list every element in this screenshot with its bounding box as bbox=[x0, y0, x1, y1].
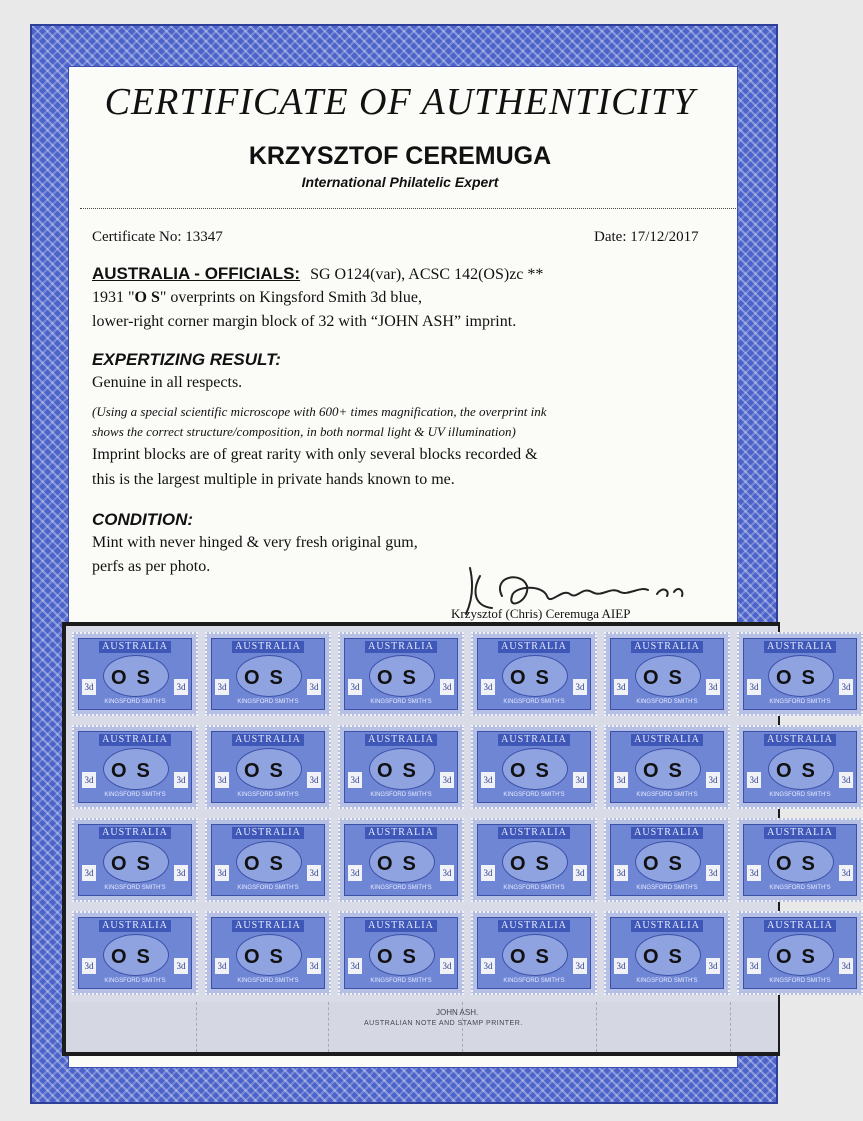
stamp-frame bbox=[610, 731, 724, 803]
stamp-banner: AUSTRALIA bbox=[764, 827, 836, 839]
perf-line bbox=[196, 1002, 198, 1052]
stamp-caption: KINGSFORD SMITH'S bbox=[769, 699, 831, 705]
stamp-frame bbox=[477, 917, 591, 989]
stamp-overprint: OS bbox=[643, 946, 692, 968]
certificate-date: Date: 17/12/2017 bbox=[594, 229, 699, 245]
stamp-value: 3d bbox=[82, 679, 96, 695]
stamp-banner: AUSTRALIA bbox=[99, 827, 171, 839]
stamp-value: 3d bbox=[747, 772, 761, 788]
stamp-frame bbox=[743, 731, 857, 803]
imprint-name: JOHN ASH. bbox=[436, 1008, 479, 1017]
stamp-banner: AUSTRALIA bbox=[365, 641, 437, 653]
stamp-value: 3d bbox=[839, 865, 853, 881]
stamp bbox=[338, 632, 464, 716]
stamp-value: 3d bbox=[440, 958, 454, 974]
stamp-caption: KINGSFORD SMITH'S bbox=[503, 792, 565, 798]
stamp-caption: KINGSFORD SMITH'S bbox=[769, 792, 831, 798]
stamp bbox=[604, 725, 730, 809]
stamp bbox=[205, 818, 331, 902]
stamp-banner: AUSTRALIA bbox=[99, 641, 171, 653]
stamp-value: 3d bbox=[706, 772, 720, 788]
result-note-2: shows the correct structure/composition, in both normal light & UV illumination) bbox=[92, 424, 516, 439]
stamp bbox=[471, 632, 597, 716]
stamp-overprint: OS bbox=[510, 760, 559, 782]
stamp-banner: AUSTRALIA bbox=[631, 734, 703, 746]
stamp-value: 3d bbox=[307, 679, 321, 695]
stamp-overprint: OS bbox=[111, 853, 160, 875]
imprint-subtitle: AUSTRALIAN NOTE AND STAMP PRINTER. bbox=[364, 1020, 523, 1027]
item-description: " overprints on Kingsford Smith 3d blue, bbox=[159, 289, 422, 306]
stamp-value: 3d bbox=[348, 958, 362, 974]
stamp-overprint: OS bbox=[244, 946, 293, 968]
stamp-value: 3d bbox=[706, 958, 720, 974]
certificate-number: Certificate No: 13347 bbox=[92, 229, 223, 245]
perf-line bbox=[730, 1002, 732, 1052]
perf-line bbox=[328, 1002, 330, 1052]
stamp-caption: KINGSFORD SMITH'S bbox=[769, 978, 831, 984]
stamp-frame bbox=[344, 638, 458, 710]
stamp-banner: AUSTRALIA bbox=[232, 641, 304, 653]
stamp-value: 3d bbox=[573, 958, 587, 974]
stamp-value: 3d bbox=[573, 865, 587, 881]
stamp-overprint: OS bbox=[111, 946, 160, 968]
stamp-overprint: OS bbox=[377, 946, 426, 968]
stamp-overprint: OS bbox=[510, 853, 559, 875]
stamp-value: 3d bbox=[481, 679, 495, 695]
stamp bbox=[604, 818, 730, 902]
stamp-value: 3d bbox=[174, 865, 188, 881]
stamp bbox=[737, 818, 863, 902]
stamp bbox=[471, 818, 597, 902]
expert-role: International Philatelic Expert bbox=[301, 174, 499, 190]
stamp-value: 3d bbox=[839, 958, 853, 974]
stamp bbox=[72, 725, 198, 809]
stamp bbox=[338, 911, 464, 995]
stamp-value: 3d bbox=[481, 772, 495, 788]
stamp-value: 3d bbox=[614, 679, 628, 695]
stamp-overprint: OS bbox=[244, 667, 293, 689]
stamp-frame bbox=[743, 638, 857, 710]
stamp-frame bbox=[610, 824, 724, 896]
stamp-block-photo bbox=[62, 622, 851, 1056]
stamp bbox=[737, 632, 863, 716]
stamp-banner: AUSTRALIA bbox=[232, 920, 304, 932]
condition-heading: CONDITION: bbox=[92, 510, 194, 529]
stamp bbox=[72, 632, 198, 716]
result-verdict: Genuine in all respects. bbox=[92, 374, 243, 391]
stamp-frame bbox=[78, 917, 192, 989]
stamp-frame bbox=[477, 731, 591, 803]
stamp-value: 3d bbox=[481, 958, 495, 974]
stamp-overprint: OS bbox=[377, 667, 426, 689]
stamp bbox=[604, 632, 730, 716]
stamp-value: 3d bbox=[174, 772, 188, 788]
stamp-value: 3d bbox=[215, 865, 229, 881]
stamp-caption: KINGSFORD SMITH'S bbox=[503, 978, 565, 984]
stamp-caption: KINGSFORD SMITH'S bbox=[370, 699, 432, 705]
stamp-value: 3d bbox=[82, 772, 96, 788]
stamp bbox=[471, 911, 597, 995]
stamp bbox=[205, 725, 331, 809]
stamp-value: 3d bbox=[614, 772, 628, 788]
stamp-value: 3d bbox=[747, 958, 761, 974]
stamp-caption: KINGSFORD SMITH'S bbox=[237, 978, 299, 984]
item-overprint: O S bbox=[134, 289, 160, 306]
stamp bbox=[338, 818, 464, 902]
stamp-caption: KINGSFORD SMITH'S bbox=[636, 978, 698, 984]
stamp-banner: AUSTRALIA bbox=[764, 734, 836, 746]
stamp-caption: KINGSFORD SMITH'S bbox=[104, 699, 166, 705]
stamp-value: 3d bbox=[839, 679, 853, 695]
stamp-caption: KINGSFORD SMITH'S bbox=[370, 792, 432, 798]
stamp-value: 3d bbox=[348, 772, 362, 788]
stamp-value: 3d bbox=[307, 772, 321, 788]
stamp-frame bbox=[78, 824, 192, 896]
stamp-caption: KINGSFORD SMITH'S bbox=[636, 885, 698, 891]
expert-name: KRZYSZTOF CEREMUGA bbox=[248, 142, 552, 170]
stamp-overprint: OS bbox=[111, 667, 160, 689]
stamp-value: 3d bbox=[215, 679, 229, 695]
stamp-banner: AUSTRALIA bbox=[498, 641, 570, 653]
rarity-line-2: this is the largest multiple in private hands known to me. bbox=[92, 471, 455, 488]
stamp-banner: AUSTRALIA bbox=[365, 827, 437, 839]
stamp-value: 3d bbox=[706, 865, 720, 881]
divider bbox=[80, 208, 736, 209]
condition-line-1: Mint with never hinged & very fresh original gum, bbox=[92, 534, 418, 551]
stamp-caption: KINGSFORD SMITH'S bbox=[104, 885, 166, 891]
stamp-banner: AUSTRALIA bbox=[365, 734, 437, 746]
stamp-value: 3d bbox=[440, 679, 454, 695]
imprint-margin bbox=[66, 1002, 778, 1052]
stamp-frame bbox=[78, 731, 192, 803]
stamp-value: 3d bbox=[440, 865, 454, 881]
item-country: AUSTRALIA - OFFICIALS: bbox=[92, 264, 301, 283]
stamp-banner: AUSTRALIA bbox=[498, 734, 570, 746]
stamp bbox=[205, 911, 331, 995]
stamp-value: 3d bbox=[215, 772, 229, 788]
stamp-value: 3d bbox=[839, 772, 853, 788]
stamp bbox=[338, 725, 464, 809]
item-line-1 bbox=[92, 264, 543, 284]
stamp-frame bbox=[78, 638, 192, 710]
stamp-value: 3d bbox=[307, 865, 321, 881]
stamp-value: 3d bbox=[573, 679, 587, 695]
stamp-caption: KINGSFORD SMITH'S bbox=[503, 699, 565, 705]
stamp-frame bbox=[344, 824, 458, 896]
stamp-banner: AUSTRALIA bbox=[498, 920, 570, 932]
stamp-value: 3d bbox=[174, 958, 188, 974]
stamp-overprint: OS bbox=[776, 667, 825, 689]
item-year: 1931 " bbox=[92, 289, 135, 306]
stamp-caption: KINGSFORD SMITH'S bbox=[104, 792, 166, 798]
stamp bbox=[205, 632, 331, 716]
stamp-overprint: OS bbox=[244, 853, 293, 875]
stamp-banner: AUSTRALIA bbox=[232, 734, 304, 746]
stamp-caption: KINGSFORD SMITH'S bbox=[237, 792, 299, 798]
certificate-title: CERTIFICATE OF AUTHENTICITY bbox=[104, 81, 696, 123]
stamp-frame bbox=[211, 731, 325, 803]
stamp-value: 3d bbox=[614, 865, 628, 881]
stamp-value: 3d bbox=[440, 772, 454, 788]
stamp-banner: AUSTRALIA bbox=[764, 920, 836, 932]
stamp-caption: KINGSFORD SMITH'S bbox=[237, 699, 299, 705]
stamp-frame bbox=[610, 638, 724, 710]
stamp-banner: AUSTRALIA bbox=[365, 920, 437, 932]
stamp bbox=[471, 725, 597, 809]
stamp bbox=[72, 911, 198, 995]
stamp-banner: AUSTRALIA bbox=[99, 734, 171, 746]
stamp-caption: KINGSFORD SMITH'S bbox=[370, 978, 432, 984]
stamp-value: 3d bbox=[215, 958, 229, 974]
stamp-banner: AUSTRALIA bbox=[99, 920, 171, 932]
stamp-frame bbox=[610, 917, 724, 989]
stamp-caption: KINGSFORD SMITH'S bbox=[237, 885, 299, 891]
stamp-frame bbox=[743, 824, 857, 896]
stamp-overprint: OS bbox=[510, 946, 559, 968]
stamp-caption: KINGSFORD SMITH'S bbox=[636, 792, 698, 798]
stamp-frame bbox=[211, 824, 325, 896]
stamp-value: 3d bbox=[82, 958, 96, 974]
stamp-overprint: OS bbox=[643, 853, 692, 875]
stamp bbox=[72, 818, 198, 902]
stamp-overprint: OS bbox=[244, 760, 293, 782]
stamp-caption: KINGSFORD SMITH'S bbox=[769, 885, 831, 891]
stamp-banner: AUSTRALIA bbox=[232, 827, 304, 839]
item-line-3: lower-right corner margin block of 32 with “JOHN ASH” imprint. bbox=[92, 313, 517, 330]
stamp-value: 3d bbox=[174, 679, 188, 695]
stamp-frame bbox=[743, 917, 857, 989]
stamp-caption: KINGSFORD SMITH'S bbox=[503, 885, 565, 891]
stamp-overprint: OS bbox=[643, 667, 692, 689]
stamp-value: 3d bbox=[348, 679, 362, 695]
stamp-sheet bbox=[66, 626, 851, 1052]
stamp-overprint: OS bbox=[776, 853, 825, 875]
perf-line bbox=[596, 1002, 598, 1052]
stamp-banner: AUSTRALIA bbox=[631, 827, 703, 839]
stamp-frame bbox=[211, 917, 325, 989]
stamp-frame bbox=[211, 638, 325, 710]
stamp-frame bbox=[477, 824, 591, 896]
rarity-line-1: Imprint blocks are of great rarity with only several blocks recorded & bbox=[92, 446, 538, 463]
stamp-banner: AUSTRALIA bbox=[498, 827, 570, 839]
stamp-overprint: OS bbox=[776, 946, 825, 968]
stamp-frame bbox=[344, 731, 458, 803]
stamp-value: 3d bbox=[614, 958, 628, 974]
stamp-caption: KINGSFORD SMITH'S bbox=[636, 699, 698, 705]
item-catalogue: SG O124(var), ACSC 142(OS)zc ** bbox=[310, 266, 544, 283]
stamp-value: 3d bbox=[747, 679, 761, 695]
stamp-value: 3d bbox=[747, 865, 761, 881]
stamp-value: 3d bbox=[573, 772, 587, 788]
stamp-overprint: OS bbox=[776, 760, 825, 782]
stamp-overprint: OS bbox=[510, 667, 559, 689]
result-note-1: (Using a special scientific microscope with 600+ times magnification, the overprint ink bbox=[92, 404, 547, 419]
item-line-2 bbox=[92, 289, 422, 307]
stamp bbox=[737, 725, 863, 809]
stamp-banner: AUSTRALIA bbox=[631, 920, 703, 932]
stamp-overprint: OS bbox=[377, 760, 426, 782]
stamp-frame bbox=[344, 917, 458, 989]
stamp-value: 3d bbox=[307, 958, 321, 974]
stamp-banner: AUSTRALIA bbox=[764, 641, 836, 653]
stamp-value: 3d bbox=[706, 679, 720, 695]
stamp bbox=[737, 911, 863, 995]
stamp-value: 3d bbox=[348, 865, 362, 881]
stamp-value: 3d bbox=[481, 865, 495, 881]
signature-name: Krzysztof (Chris) Ceremuga AIEP bbox=[451, 606, 631, 621]
stamp-banner: AUSTRALIA bbox=[631, 641, 703, 653]
stamp bbox=[604, 911, 730, 995]
stamp-caption: KINGSFORD SMITH'S bbox=[370, 885, 432, 891]
stamp-overprint: OS bbox=[111, 760, 160, 782]
stamp-overprint: OS bbox=[377, 853, 426, 875]
stamp-frame bbox=[477, 638, 591, 710]
stamp-overprint: OS bbox=[643, 760, 692, 782]
stamp-caption: KINGSFORD SMITH'S bbox=[104, 978, 166, 984]
stamp-value: 3d bbox=[82, 865, 96, 881]
condition-line-2: perfs as per photo. bbox=[92, 558, 211, 575]
result-heading: EXPERTIZING RESULT: bbox=[92, 350, 281, 369]
